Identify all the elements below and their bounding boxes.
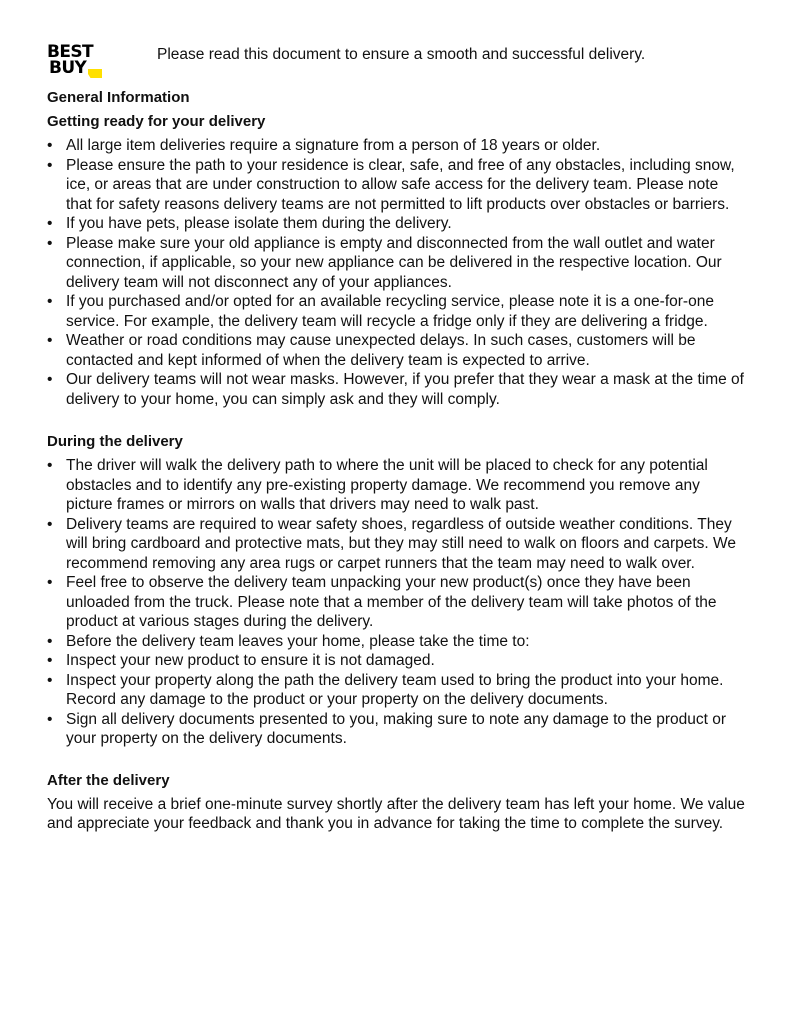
list-item [47,710,748,749]
getting-ready-list [47,136,748,409]
list-item [47,632,748,652]
document-header [47,0,748,88]
list-item-text: Before the delivery team leaves your home, please take the time to: [66,632,530,650]
list-item-text: Our delivery teams will not wear masks. However, if you prefer that they wear a mask at the time of delivery to your home, you can simply ask and they will comply. [66,371,744,408]
bullet-icon: • [47,574,53,591]
bullet-icon: • [47,515,53,533]
list-item-text: The driver will walk the delivery path to where the unit will be placed to check for any potential obstacles and to identify any pre-existing property damage. We recommend you remove any picture frames or mirrors on walls that drivers may need to walk past. [66,457,708,513]
after-delivery-text: You will receive a brief one-minute survey shortly after the delivery team has left your home. We value and appreciate your feedback and thank you in advance for taking the time to complete the survey. [47,795,745,832]
list-item [47,515,748,574]
getting-ready-heading: Getting ready for your delivery [47,113,266,130]
bullet-icon: • [47,371,53,388]
list-item-text: Inspect your property along the path the delivery team used to bring the product into your home. Record any damage to the product or your property on the delivery documents. [66,671,724,708]
list-item-text: Weather or road conditions may cause unexpected delays. In such cases, customers will be contacted and kept informed of when the delivery team is expected to arrive. [66,332,696,369]
list-item [47,292,748,331]
list-item-text: All large item deliveries require a signature from a person of 18 years or older. [66,137,601,154]
logo-line-best: BEST [47,42,94,62]
bullet-icon: • [47,671,53,689]
list-item-text: Delivery teams are required to wear safety shoes, regardless of outside weather conditions. They will bring cardboard and protective mats, but they may still need to walk on floors and carpets. We recommend removing any area rugs or carpet runners that the team may need to walk over. [66,515,736,572]
bullet-icon: • [47,632,53,650]
list-item [47,156,748,215]
logo-line-buy: BUY [49,58,87,78]
list-item-text: Please ensure the path to your residence is clear, safe, and free of any obstacles, including snow, ice, or areas that are under construction to allow safe access for the delivery team. Please note that for safety reasons delivery teams are not permitted to lift products over obstacles or barriers. [66,156,735,213]
list-item-text: Sign all delivery documents presented to you, making sure to note any damage to the product or your property on the delivery documents. [66,710,726,747]
list-item [47,331,748,370]
bullet-icon: • [47,332,53,349]
list-item [47,234,748,293]
list-item [47,573,748,632]
list-item [47,671,748,710]
intro-text: Please read this document to ensure a smooth and successful delivery. [157,46,646,63]
after-delivery-heading: After the delivery [47,771,170,789]
general-information-heading: General Information [47,89,190,106]
bullet-icon: • [47,215,53,232]
list-item [47,214,748,234]
list-item-text: If you have pets, please isolate them during the delivery. [66,215,452,232]
list-item-text: If you purchased and/or opted for an available recycling service, please note it is a one-for-one service. For example, the delivery team will recycle a fridge only if they are delivering a fridge. [66,293,714,330]
logo-tag-icon [88,69,102,78]
bullet-icon: • [47,652,53,669]
during-delivery-list [47,456,748,749]
bullet-icon: • [47,234,53,252]
list-item-text: Inspect your new product to ensure it is not damaged. [66,652,435,669]
list-item [47,456,748,515]
bullet-icon: • [47,457,53,474]
list-item [47,136,748,156]
bullet-icon: • [47,137,53,154]
bullet-icon: • [47,156,53,174]
during-delivery-heading: During the delivery [47,433,183,450]
list-item [47,370,748,409]
list-item [47,651,748,671]
list-item-text: Feel free to observe the delivery team unpacking your new product(s) once they have been unloaded from the truck. Please note that a member of the delivery team will take photos of the product at various stages during the delivery. [66,574,717,630]
bullet-icon: • [47,293,53,310]
best-buy-logo [47,44,103,80]
list-item-text: Please make sure your old appliance is empty and disconnected from the wall outlet and water connection, if applicable, so your new appliance can be delivered in the respective location. Our delivery team will not disconnect any of your appliances. [66,234,722,291]
bullet-icon: • [47,710,53,728]
